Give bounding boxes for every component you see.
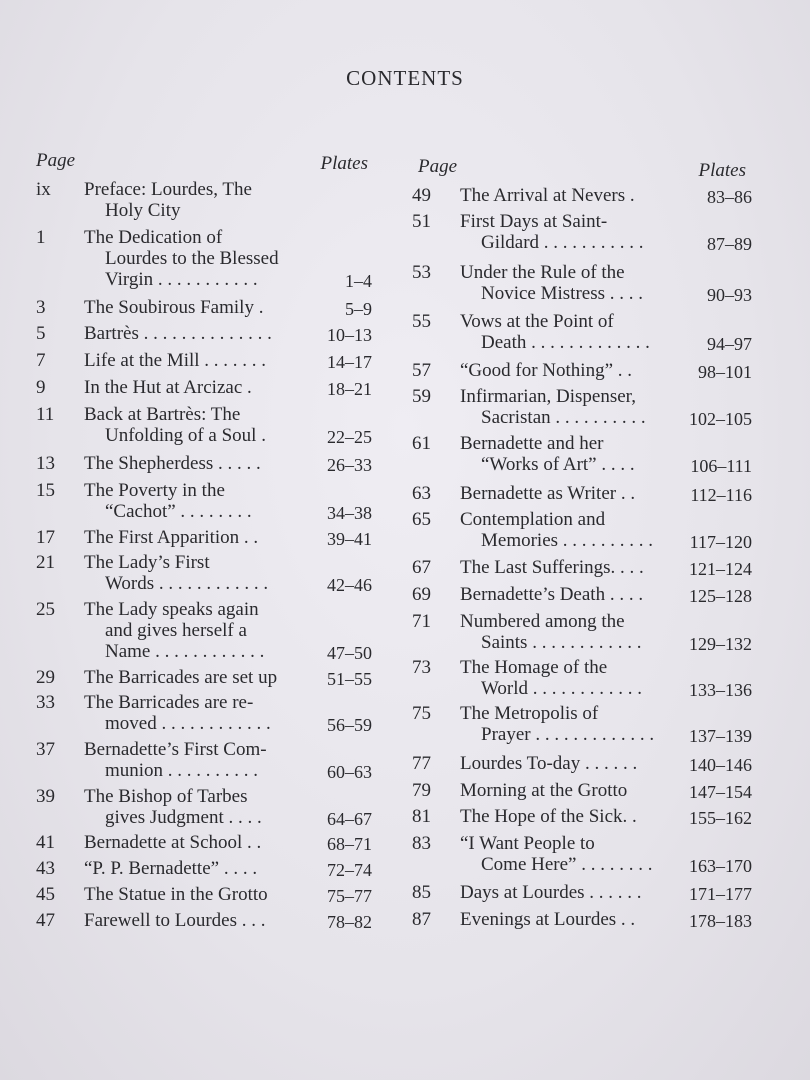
entry-plates: 102–105 — [689, 409, 752, 429]
entry-page-number: 71 — [412, 611, 431, 632]
entry-title-line: The Lady’s First — [84, 552, 210, 573]
entry-title — [84, 453, 261, 474]
entry-title-line: Days at Lourdes . . . . . . — [460, 882, 642, 903]
entry-title-line: The Hope of the Sick. . — [460, 806, 637, 827]
entry-title-line: Infirmarian, Dispenser, — [460, 386, 636, 407]
entry-page-number: 55 — [412, 311, 431, 332]
entry-page-number: 57 — [412, 360, 431, 381]
entry-title — [460, 433, 635, 475]
entry-title — [84, 404, 266, 446]
entry-page-number: 17 — [36, 527, 55, 548]
entry-title-line: Preface: Lourdes, The — [84, 179, 252, 200]
entry-title-line: The Barricades are re- — [84, 692, 254, 713]
entry-title-line: Life at the Mill . . . . . . . — [84, 350, 267, 371]
entry-title — [460, 509, 653, 551]
entry-plates: 18–21 — [327, 379, 372, 399]
entry-title — [84, 552, 268, 594]
entry-title — [84, 739, 267, 781]
entry-page-number: 79 — [412, 780, 431, 801]
entry-title — [84, 910, 266, 931]
entry-title — [84, 179, 252, 221]
entry-page-number: 29 — [36, 667, 55, 688]
entry-title-line: Name . . . . . . . . . . . . — [105, 641, 265, 662]
plates-column-header: Plates — [698, 160, 746, 181]
entry-title — [460, 882, 642, 903]
entry-title-line: “P. P. Bernadette” . . . . — [84, 858, 258, 879]
entry-title-line: “Works of Art” . . . . — [481, 454, 635, 475]
entry-title — [84, 350, 266, 371]
entry-page-number: 53 — [412, 262, 431, 283]
entry-page-number: 83 — [412, 833, 431, 854]
entry-title — [84, 323, 272, 344]
entry-title-line: Virgin . . . . . . . . . . . — [105, 269, 258, 290]
entry-title-line: The Statue in the Grotto — [84, 884, 268, 905]
entry-page-number: 63 — [412, 483, 431, 504]
entry-page-number: 69 — [412, 584, 431, 605]
entry-title — [460, 806, 637, 827]
entry-page-number: 49 — [412, 185, 431, 206]
entry-title — [84, 599, 264, 662]
entry-plates: 140–146 — [689, 755, 752, 775]
entry-title-line: Memories . . . . . . . . . . — [481, 530, 654, 551]
entry-page-number: 15 — [36, 480, 55, 501]
entry-title-line: The Shepherdess . . . . . — [84, 453, 261, 474]
entry-plates: 60–63 — [327, 762, 372, 782]
entry-page-number: 59 — [412, 386, 431, 407]
entry-title-line: Sacristan . . . . . . . . . . — [481, 407, 646, 428]
entry-title — [84, 692, 271, 734]
entry-plates: 5–9 — [345, 299, 372, 319]
entry-plates: 178–183 — [689, 911, 752, 931]
entry-plates: 56–59 — [327, 715, 372, 735]
entry-title-line: “I Want People to — [460, 833, 595, 854]
entry-title-line: Bartrès . . . . . . . . . . . . . . — [84, 323, 272, 344]
entry-title-line: The Metropolis of — [460, 703, 599, 724]
entry-title-line: The Last Sufferings. . . . — [460, 557, 644, 578]
entry-title-line: “Cachot” . . . . . . . . — [105, 501, 252, 522]
entry-page-number: 77 — [412, 753, 431, 774]
entry-page-number: 11 — [36, 404, 55, 425]
entry-title — [460, 611, 641, 653]
entry-plates: 47–50 — [327, 643, 372, 663]
entry-plates: 42–46 — [327, 575, 372, 595]
plates-column-header: Plates — [320, 153, 368, 174]
entry-plates: 34–38 — [327, 503, 372, 523]
page-title: CONTENTS — [346, 66, 464, 90]
entry-title-line: Bernadette and her — [460, 433, 604, 454]
entry-page-number: 75 — [412, 703, 431, 724]
entry-plates: 87–89 — [707, 234, 752, 254]
entry-title — [460, 584, 643, 605]
entry-page-number: 73 — [412, 657, 431, 678]
page-column-header: Page — [36, 150, 76, 171]
entry-title-line: Contemplation and — [460, 509, 606, 530]
entry-plates: 75–77 — [327, 886, 372, 906]
entry-page-number: 33 — [36, 692, 55, 713]
entry-title-line: Morning at the Grotto — [460, 780, 628, 801]
entry-title-line: Bernadette as Writer . . — [460, 483, 636, 504]
entry-title — [84, 667, 277, 688]
entry-title-line: Novice Mistress . . . . — [481, 283, 644, 304]
entry-title-line: gives Judgment . . . . — [105, 807, 262, 828]
entry-title-line: Back at Bartrès: The — [84, 404, 241, 425]
entry-plates: 14–17 — [327, 352, 372, 372]
entry-title — [460, 909, 635, 930]
entry-page-number: 47 — [36, 910, 55, 931]
entry-plates: 117–120 — [689, 532, 752, 552]
entry-title-line: The Barricades are set up — [84, 667, 278, 688]
entry-title — [84, 297, 263, 318]
entry-title-line: World . . . . . . . . . . . . — [481, 678, 643, 699]
entry-title — [84, 480, 252, 522]
entry-plates: 78–82 — [327, 912, 372, 932]
entry-plates: 83–86 — [707, 187, 752, 207]
entry-title — [84, 858, 257, 879]
entry-page-number: 45 — [36, 884, 55, 905]
entry-page-number: 3 — [36, 297, 46, 318]
entry-title-line: In the Hut at Arcizac . — [84, 377, 252, 398]
entry-title-line: Lourdes to the Blessed — [105, 248, 279, 269]
entry-title-line: Under the Rule of the — [460, 262, 625, 283]
entry-page-number: 67 — [412, 557, 431, 578]
entry-plates: 163–170 — [689, 856, 752, 876]
entry-page-number: 61 — [412, 433, 431, 454]
entry-plates: 68–71 — [327, 834, 372, 854]
entry-plates: 121–124 — [689, 559, 752, 579]
entry-title-line: Unfolding of a Soul . — [105, 425, 266, 446]
entry-title-line: The First Apparition . . — [84, 527, 259, 548]
entry-title-line: Farewell to Lourdes . . . — [84, 910, 266, 931]
entry-plates: 39–41 — [327, 529, 372, 549]
entry-title — [84, 884, 268, 905]
entry-plates: 147–154 — [689, 782, 752, 802]
entry-page-number: 1 — [36, 227, 46, 248]
entry-page-number: 37 — [36, 739, 55, 760]
entry-title-line: Saints . . . . . . . . . . . . — [481, 632, 642, 653]
entry-page-number: 9 — [36, 377, 46, 398]
entry-page-number: 25 — [36, 599, 55, 620]
entry-title-line: Words . . . . . . . . . . . . — [105, 573, 269, 594]
entry-page-number: 13 — [36, 453, 55, 474]
entry-plates: 133–136 — [689, 680, 752, 700]
entry-title-line: Prayer . . . . . . . . . . . . . — [481, 724, 655, 745]
entry-title-line: munion . . . . . . . . . . — [105, 760, 259, 781]
entry-title — [460, 753, 637, 774]
entry-title-line: The Soubirous Family . — [84, 297, 264, 318]
entry-title-line: Bernadette at School . . — [84, 832, 262, 853]
entry-page-number: 39 — [36, 786, 55, 807]
entry-title — [460, 211, 644, 253]
entry-plates: 22–25 — [327, 427, 372, 447]
entry-title-line: Numbered among the — [460, 611, 625, 632]
entry-page-number: 21 — [36, 552, 55, 573]
entry-title — [84, 832, 261, 853]
entry-title — [460, 262, 643, 304]
entry-page-number: 41 — [36, 832, 55, 853]
entry-plates: 1–4 — [345, 271, 372, 291]
entry-plates: 64–67 — [327, 809, 372, 829]
entry-title — [460, 557, 644, 578]
entry-title-line: Vows at the Point of — [460, 311, 614, 332]
entry-title-line: Holy City — [105, 200, 181, 221]
entry-title — [460, 780, 627, 801]
entry-title-line: The Bishop of Tarbes — [84, 786, 248, 807]
entry-page-number: 7 — [36, 350, 46, 371]
entry-title — [460, 386, 646, 428]
entry-title — [84, 377, 252, 398]
entry-plates: 51–55 — [327, 669, 372, 689]
entry-plates: 94–97 — [707, 334, 752, 354]
entry-title — [460, 483, 635, 504]
entry-plates: 125–128 — [689, 586, 752, 606]
entry-title-line: Death . . . . . . . . . . . . . — [481, 332, 650, 353]
entry-title-line: Bernadette’s Death . . . . — [460, 584, 644, 605]
entry-page-number: 87 — [412, 909, 431, 930]
entry-title — [84, 786, 262, 828]
entry-title-line: and gives herself a — [105, 620, 247, 641]
entry-page-number: 5 — [36, 323, 46, 344]
entry-title-line: moved . . . . . . . . . . . . — [105, 713, 271, 734]
entry-page-number: 65 — [412, 509, 431, 530]
entry-title-line: The Arrival at Nevers . — [460, 185, 635, 206]
entry-title-line: Come Here” . . . . . . . . — [481, 854, 653, 875]
entry-title — [84, 527, 258, 548]
entry-title-line: Evenings at Lourdes . . — [460, 909, 636, 930]
entry-plates: 137–139 — [689, 726, 752, 746]
entry-plates: 90–93 — [707, 285, 752, 305]
entry-plates: 72–74 — [327, 860, 372, 880]
entry-title-line: The Lady speaks again — [84, 599, 259, 620]
entry-title — [84, 227, 279, 290]
entry-plates: 129–132 — [689, 634, 752, 654]
entry-title-line: Gildard . . . . . . . . . . . — [481, 232, 644, 253]
entry-title-line: Lourdes To-day . . . . . . — [460, 753, 638, 774]
entry-page-number: ix — [36, 179, 51, 200]
entry-plates: 26–33 — [327, 455, 372, 475]
entry-title-line: The Poverty in the — [84, 480, 225, 501]
entry-title — [460, 657, 642, 699]
page-column-header: Page — [418, 156, 458, 177]
entry-title-line: “Good for Nothing” . . — [460, 360, 633, 381]
entry-plates: 98–101 — [698, 362, 752, 382]
entry-page-number: 85 — [412, 882, 431, 903]
entry-title — [460, 311, 650, 353]
entry-page-number: 81 — [412, 806, 431, 827]
entry-title — [460, 185, 635, 206]
entry-title — [460, 703, 654, 745]
entry-title-line: Bernadette’s First Com- — [84, 739, 267, 760]
entry-plates: 155–162 — [689, 808, 752, 828]
entry-title-line: The Homage of the — [460, 657, 608, 678]
entry-title-line: The Dedication of — [84, 227, 223, 248]
entry-title — [460, 833, 652, 875]
entry-page-number: 51 — [412, 211, 431, 232]
entry-title — [460, 360, 632, 381]
entry-plates: 10–13 — [327, 325, 372, 345]
entry-title-line: First Days at Saint- — [460, 211, 608, 232]
entry-page-number: 43 — [36, 858, 55, 879]
entry-plates: 112–116 — [690, 485, 752, 505]
entry-plates: 106–111 — [690, 456, 752, 476]
entry-plates: 171–177 — [689, 884, 752, 904]
